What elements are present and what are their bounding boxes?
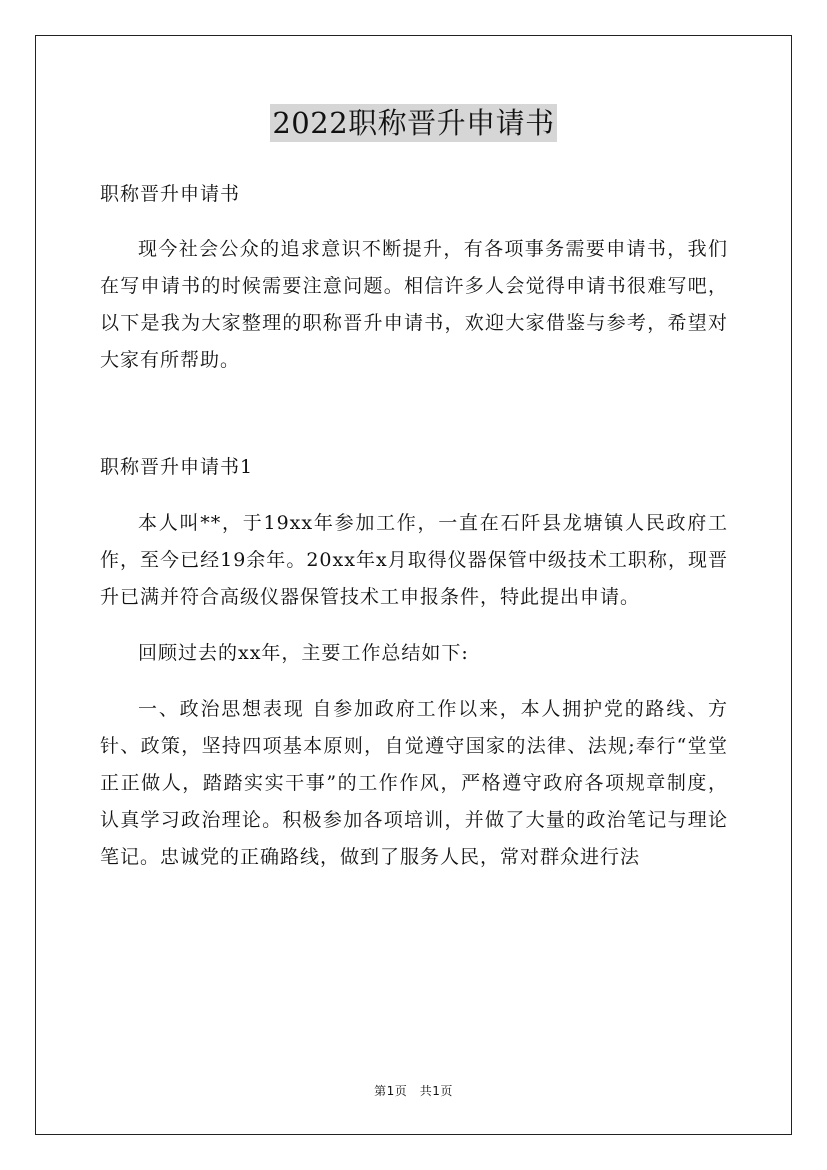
intro-paragraph: 现今社会公众的追求意识不断提升，有各项事务需要申请书，我们在写申请书的时候需要注意问题。相信许多人会觉得申请书很难写吧，以下是我为大家整理的职称晋升申请书，欢迎大家借鉴与参考，希望对大家有所帮助。	[100, 238, 728, 371]
subtitle: 职称晋升申请书	[100, 183, 241, 205]
spacer	[100, 213, 728, 231]
body-paragraph: 回顾过去的xx年，主要工作总结如下:	[138, 642, 469, 664]
page-footer: 第1页 共1页	[374, 1084, 453, 1098]
document-body	[100, 176, 728, 876]
body-paragraph: 一、政治思想表现 自参加政府工作以来，本人拥护党的路线、方针、政策，坚持四项基本原则，自觉遵守国家的法律、法规;奉行“堂堂正正做人，踏踏实实干事”的工作作风，严格遵守政府各项规章制度，认真学习政治理论。积极参加各项培训，并做了大量的政治笔记与理论笔记。忠诚党的正确路线，做到了服务人民，常对群众进行法	[100, 698, 728, 868]
document-title: 2022职称晋升申请书	[272, 106, 555, 140]
body-paragraph: 本人叫**，于19xx年参加工作，一直在石阡县龙塘镇人民政府工作，至今已经19余年。20xx年x月取得仪器保管中级技术工职称，现晋升已满并符合高级仪器保管技术工申报条件，特此提出申请。	[100, 512, 728, 608]
section-heading: 职称晋升申请书1	[100, 456, 254, 478]
title-container	[0, 104, 827, 142]
spacer	[100, 486, 728, 505]
spacer	[100, 616, 728, 635]
spacer	[100, 379, 728, 449]
spacer	[100, 672, 728, 691]
